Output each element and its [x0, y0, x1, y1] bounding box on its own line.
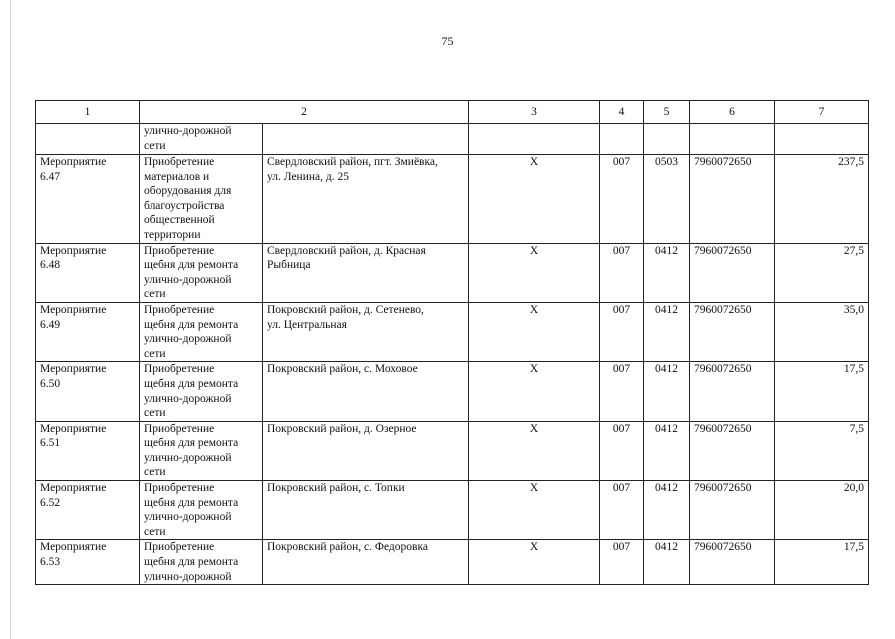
cell-text: 0412 [655, 244, 678, 257]
cell-col3 [469, 155, 600, 244]
cell-col1 [36, 362, 140, 421]
cell-col2a [140, 155, 263, 244]
table-row-continuation [36, 124, 869, 155]
scan-edge-line [10, 0, 11, 639]
cell-col7 [775, 540, 869, 585]
cell-col3 [469, 421, 600, 480]
cell-col2b [263, 243, 469, 302]
cell-col3 [469, 302, 600, 361]
cell-col1 [36, 540, 140, 585]
cell-text: Приобретение щебня для ремонта улично-дорожной сети [144, 363, 239, 420]
cell-col3 [469, 243, 600, 302]
cell-text: 7960072650 [694, 363, 752, 376]
cell-text: 17,5 [843, 541, 864, 554]
cell-col4 [600, 243, 644, 302]
cell-col7 [775, 421, 869, 480]
cell-col7 [775, 362, 869, 421]
table-row [36, 481, 869, 540]
cell-col2a [140, 362, 263, 421]
cell-col7 [775, 155, 869, 244]
cell-text: 0412 [655, 541, 678, 554]
table-row [36, 155, 869, 244]
cell-text: 7,5 [849, 422, 864, 435]
cell-text: X [529, 244, 539, 257]
cell-text: 007 [612, 303, 631, 316]
cell-col2b [263, 540, 469, 585]
cell-col4 [600, 481, 644, 540]
cell-text: Приобретение щебня для ремонта улично-дорожной сети [144, 422, 239, 479]
cell-col5 [644, 302, 690, 361]
cell-text: X [529, 303, 539, 316]
cell-col5 [644, 362, 690, 421]
cell-col2b [263, 124, 469, 155]
cell-col6 [690, 362, 775, 421]
cell-text: 0412 [655, 422, 678, 435]
cell-col4 [600, 362, 644, 421]
cell-col5 [644, 243, 690, 302]
cell-col4 [600, 302, 644, 361]
cell-col6 [690, 243, 775, 302]
cell-text: 27,5 [843, 244, 864, 257]
table-row [36, 243, 869, 302]
cell-text: Покровский район, с. Моховое [267, 363, 418, 376]
table-row [36, 362, 869, 421]
cell-text: Мероприятие 6.50 [40, 363, 107, 390]
cell-col3 [469, 540, 600, 585]
cell-col4 [600, 124, 644, 155]
cell-col6 [690, 481, 775, 540]
cell-text: Мероприятие 6.53 [40, 541, 107, 569]
cell-text: 0412 [655, 363, 678, 376]
cell-col2a [140, 124, 263, 155]
cell-col3 [469, 362, 600, 421]
cell-col4 [600, 540, 644, 585]
header-col-4: 4 [600, 101, 644, 124]
cell-text: 007 [612, 422, 631, 435]
header-col-1: 1 [36, 101, 140, 124]
cell-col2b [263, 481, 469, 540]
header-col-2: 2 [140, 101, 469, 124]
cell-text: 007 [612, 482, 631, 495]
cell-col6 [690, 540, 775, 585]
cell-col2a [140, 243, 263, 302]
table-row [36, 421, 869, 480]
cell-text: 0412 [655, 303, 678, 316]
cell-col2a [140, 302, 263, 361]
cell-col5 [644, 481, 690, 540]
cell-col5 [644, 155, 690, 244]
cell-text: Покровский район, с. Федоровка [267, 541, 428, 554]
cell-text: X [529, 156, 539, 168]
cell-text: улично-дорожной сети [144, 125, 232, 152]
table-row [36, 540, 869, 585]
cell-col6 [690, 421, 775, 480]
cell-col4 [600, 155, 644, 244]
cell-text: Покровский район, д. Сетенево, ул. Центральная [267, 303, 424, 331]
cell-text: 7960072650 [694, 303, 752, 316]
cell-text: 7960072650 [694, 541, 752, 554]
cell-text: 237,5 [838, 156, 864, 168]
cell-text: 17,5 [843, 363, 864, 376]
cell-col5 [644, 421, 690, 480]
cell-col3 [469, 481, 600, 540]
cell-text: Приобретение щебня для ремонта улично-дорожной сети [144, 303, 239, 360]
cell-text: X [529, 363, 539, 376]
cell-col2b [263, 302, 469, 361]
cell-text: Приобретение щебня для ремонта улично-дорожной сети [144, 482, 239, 538]
cell-col6 [690, 124, 775, 155]
page-number: 75 [441, 34, 454, 48]
cell-text: 7960072650 [694, 482, 752, 495]
cell-text: 35,0 [843, 303, 864, 316]
table-row [36, 302, 869, 361]
header-col-7: 7 [775, 101, 869, 124]
cell-col3 [469, 124, 600, 155]
cell-col2a [140, 421, 263, 480]
cell-text: Свердловский район, пгт. Змиёвка, ул. Ленина, д. 25 [267, 156, 438, 183]
cell-col2a [140, 540, 263, 585]
cell-col7 [775, 302, 869, 361]
table-header-row [36, 101, 869, 124]
cell-col6 [690, 155, 775, 244]
cell-col2a [140, 481, 263, 540]
cell-text: 20,0 [843, 482, 864, 495]
cell-col2b [263, 155, 469, 244]
cell-col5 [644, 540, 690, 585]
cell-col5 [644, 124, 690, 155]
cell-text: Мероприятие 6.49 [40, 303, 107, 331]
cell-col7 [775, 124, 869, 155]
cell-col2b [263, 362, 469, 421]
cell-text: 0412 [655, 482, 678, 495]
cell-text: 7960072650 [694, 156, 752, 168]
cell-text: Мероприятие 6.51 [40, 422, 107, 450]
cell-text: Мероприятие 6.47 [40, 156, 107, 183]
cell-col1 [36, 243, 140, 302]
cell-text: Приобретение щебня для ремонта улично-дорожной сети [144, 244, 239, 301]
cell-text: 007 [612, 363, 631, 376]
cell-text: 007 [612, 541, 631, 554]
cell-text: Свердловский район, д. Красная Рыбница [267, 244, 426, 272]
cell-text: 0503 [655, 156, 678, 168]
cell-col1 [36, 124, 140, 155]
cell-text: X [529, 422, 539, 435]
cell-col7 [775, 481, 869, 540]
cell-text: Покровский район, с. Топки [267, 482, 405, 495]
cell-text: X [529, 541, 539, 554]
budget-table [35, 100, 869, 585]
cell-col1 [36, 481, 140, 540]
cell-text: Мероприятие 6.52 [40, 482, 107, 509]
header-col-6: 6 [690, 101, 775, 124]
cell-col1 [36, 155, 140, 244]
cell-col1 [36, 421, 140, 480]
cell-text: 007 [612, 156, 631, 168]
cell-text: 7960072650 [694, 422, 752, 435]
cell-text: Мероприятие 6.48 [40, 244, 107, 272]
cell-col6 [690, 302, 775, 361]
header-col-5: 5 [644, 101, 690, 124]
cell-text: 7960072650 [694, 244, 752, 257]
header-col-3: 3 [469, 101, 600, 124]
cell-text: Приобретение материалов и оборудования для благоустройства общественной территории [144, 156, 232, 241]
cell-text: X [529, 482, 539, 495]
cell-col4 [600, 421, 644, 480]
cell-col2b [263, 421, 469, 480]
cell-text: Приобретение щебня для ремонта улично-дорожной [144, 541, 239, 583]
cell-text: 007 [612, 244, 631, 257]
cell-col7 [775, 243, 869, 302]
cell-col1 [36, 302, 140, 361]
cell-text: Покровский район, д. Озерное [267, 422, 417, 435]
